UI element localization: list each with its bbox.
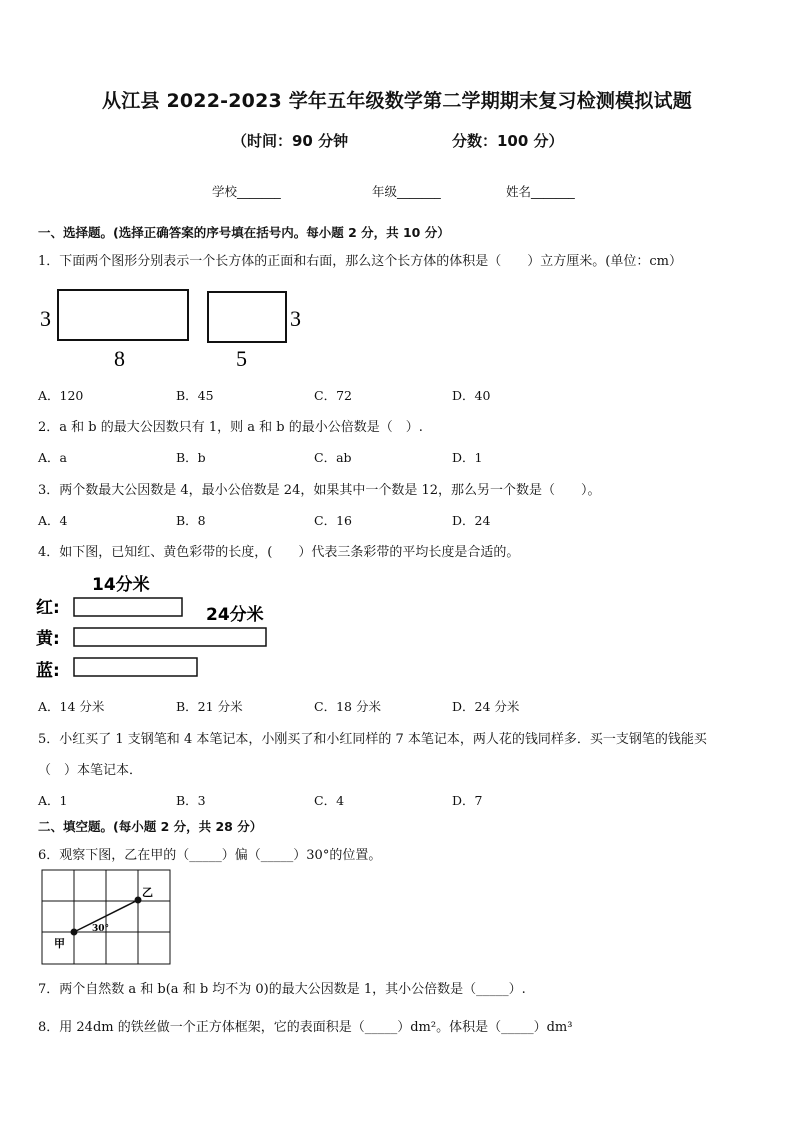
q4-option-b: B．21 分米 bbox=[176, 699, 243, 714]
front-face-rect bbox=[58, 290, 188, 340]
question-4-figure bbox=[34, 570, 284, 685]
label-jia: 甲 bbox=[54, 937, 65, 950]
blue-ribbon bbox=[74, 658, 197, 676]
point-yi bbox=[135, 897, 142, 904]
q2-option-b: B．b bbox=[176, 450, 206, 465]
question-2: 2．a 和 b 的最大公因数只有 1，则 a 和 b 的最小公倍数是（ ）. bbox=[38, 420, 423, 435]
q1-option-d: D．40 bbox=[452, 388, 491, 403]
front-length-label: 8 bbox=[114, 346, 125, 371]
yellow-length-label: 24分米 bbox=[206, 605, 264, 625]
page-title: 从江县 2022-2023 学年五年级数学第二学期期末复习检测模拟试题 bbox=[102, 90, 692, 112]
right-width-label: 5 bbox=[236, 346, 247, 371]
question-6: 6．观察下图，乙在甲的（_____）偏（_____）30°的位置。 bbox=[38, 848, 382, 863]
q1-option-a: A．120 bbox=[38, 388, 84, 403]
q5-option-a: A．1 bbox=[38, 793, 68, 808]
red-length-label: 14分米 bbox=[92, 575, 150, 595]
question-3: 3．两个数最大公因数是 4，最小公倍数是 24，如果其中一个数是 12，那么另一个数是（ ）。 bbox=[38, 483, 601, 498]
angle-label: 30° bbox=[92, 924, 110, 934]
q3-option-c: C．16 bbox=[314, 513, 352, 528]
label-yi: 乙 bbox=[142, 886, 153, 899]
q1-option-c: C．72 bbox=[314, 388, 352, 403]
section-1-heading: 一、选择题。(选择正确答案的序号填在括号内。每小题 2 分，共 10 分） bbox=[38, 225, 450, 240]
yellow-ribbon bbox=[74, 628, 266, 646]
question-7: 7．两个自然数 a 和 b(a 和 b 均不为 0)的最大公因数是 1，其小公倍数是（_____）. bbox=[38, 982, 526, 997]
right-face-rect bbox=[208, 292, 286, 342]
question-4: 4．如下图，已知红、黄色彩带的长度，( ）代表三条彩带的平均长度是合适的。 bbox=[38, 545, 520, 560]
q3-option-a: A．4 bbox=[38, 513, 68, 528]
section-2-heading: 二、填空题。(每小题 2 分，共 28 分） bbox=[38, 819, 263, 834]
q3-option-b: B．8 bbox=[176, 513, 206, 528]
q2-option-c: C．ab bbox=[314, 450, 352, 465]
question-6-grid-figure bbox=[40, 868, 174, 968]
front-height-label: 3 bbox=[40, 306, 51, 331]
right-height-label: 3 bbox=[290, 306, 301, 331]
name-field: 姓名_______ bbox=[506, 184, 575, 199]
grade-field: 年级_______ bbox=[372, 184, 441, 199]
q3-option-d: D．24 bbox=[452, 513, 491, 528]
question-5: 5．小红买了 1 支钢笔和 4 本笔记本，小刚买了和小红同样的 7 本笔记本，两人花的钱同样多．买一支钢笔的钱能买 bbox=[38, 732, 707, 747]
red-label: 红: bbox=[36, 598, 60, 618]
point-jia bbox=[71, 929, 78, 936]
q4-option-a: A．14 分米 bbox=[38, 699, 105, 714]
q2-option-d: D．1 bbox=[452, 450, 483, 465]
school-field: 学校_______ bbox=[212, 184, 281, 199]
exam-time: （时间：90 分钟 bbox=[232, 132, 349, 150]
q5-option-d: D．7 bbox=[452, 793, 483, 808]
q4-option-d: D．24 分米 bbox=[452, 699, 520, 714]
blue-label: 蓝: bbox=[36, 661, 60, 681]
question-5-cont: （ ）本笔记本． bbox=[38, 763, 143, 778]
question-8: 8．用 24dm 的铁丝做一个正方体框架，它的表面积是（_____）dm²。体积是（_____）dm³ bbox=[38, 1020, 573, 1035]
q5-option-b: B．3 bbox=[176, 793, 206, 808]
q1-option-b: B．45 bbox=[176, 388, 214, 403]
exam-score: 分数：100 分） bbox=[452, 132, 564, 150]
yellow-label: 黄: bbox=[36, 629, 60, 649]
question-1: 1．下面两个图形分别表示一个长方体的正面和右面，那么这个长方体的体积是（ ）立方厘米。(单位：cm） bbox=[38, 254, 682, 269]
red-ribbon bbox=[74, 598, 182, 616]
question-1-figure bbox=[36, 284, 316, 372]
q4-option-c: C．18 分米 bbox=[314, 699, 381, 714]
q2-option-a: A．a bbox=[38, 450, 67, 465]
q5-option-c: C．4 bbox=[314, 793, 345, 808]
